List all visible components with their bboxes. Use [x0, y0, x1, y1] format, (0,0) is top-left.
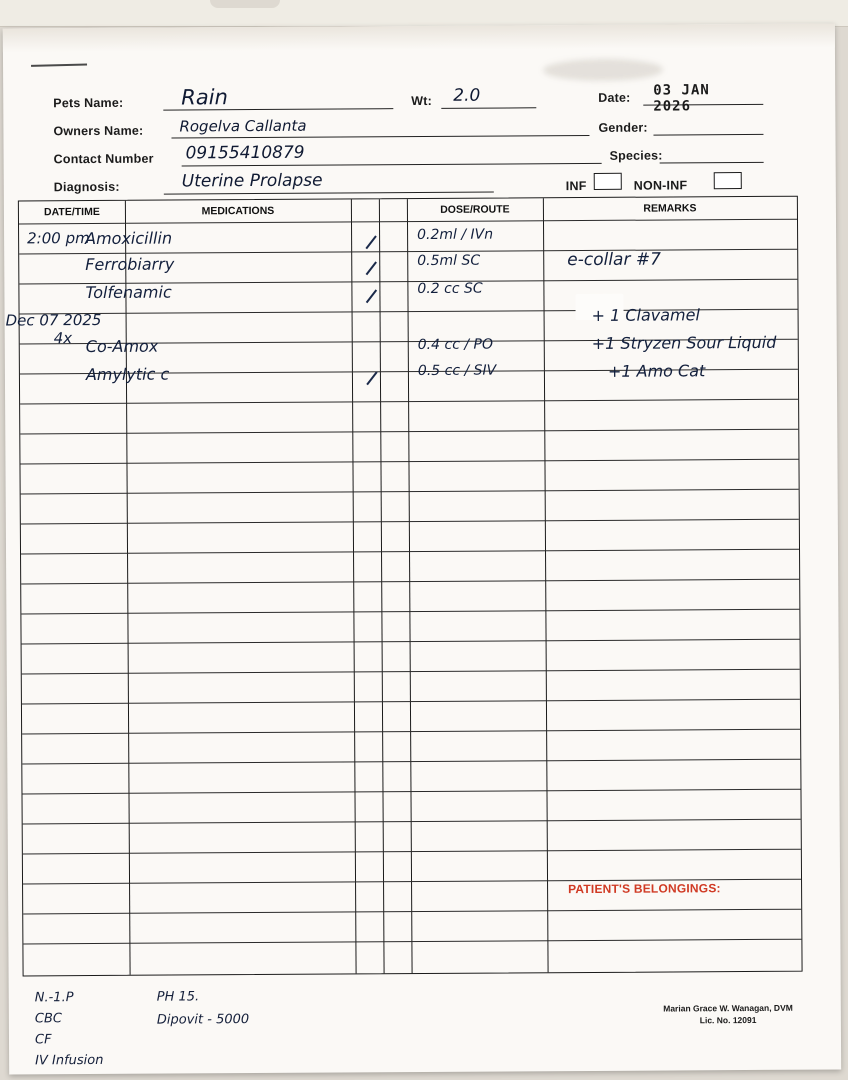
checkbox-non-inf[interactable] — [714, 172, 742, 189]
footer-note: Dipovit - 5000 — [156, 1012, 250, 1028]
tear-mark — [31, 64, 87, 67]
cell-dose-6: 0.5 cc / SIV — [417, 362, 497, 380]
footer-note: N.-1.P — [34, 990, 74, 1006]
cell-check-6 — [366, 371, 377, 385]
cell-dose-1: 0.2ml / IVn — [417, 226, 494, 244]
label-owners-name: Owners Name: — [53, 123, 144, 139]
col-header-datetime: DATE/TIME — [43, 205, 100, 219]
cell-remarks-5: +1 Stryzen Sour Liquid — [591, 332, 777, 353]
treatment-table — [5, 196, 803, 977]
checkbox-inf[interactable] — [594, 173, 622, 190]
label-date: Date: — [598, 90, 631, 105]
cell-medication-6: Amylytic c — [85, 364, 170, 385]
rule-gender — [653, 134, 763, 136]
col-sep-2 — [351, 199, 357, 973]
label-non-inf: NON-INF — [633, 178, 688, 193]
cell-datetime-4: Dec 07 2025 — [5, 310, 102, 330]
value-weight: 2.0 — [453, 85, 481, 106]
cell-datetime-1: 2:00 pm — [27, 229, 90, 248]
col-sep-1 — [125, 201, 131, 975]
cell-datetime-5: 4x — [53, 329, 73, 348]
cell-medication-5: Co-Amox — [85, 336, 159, 357]
footer-note: CBC — [34, 1011, 62, 1027]
rule-weight — [441, 107, 536, 109]
col-header-remarks: REMARKS — [643, 202, 697, 215]
value-date: 03 JAN 2026 — [653, 82, 710, 115]
col-header-medications: MEDICATIONS — [201, 204, 275, 218]
label-contact-number: Contact Number — [53, 151, 154, 167]
rule-species — [660, 162, 764, 164]
cell-dose-5: 0.4 cc / PO — [417, 336, 494, 354]
footer-left-notes — [35, 990, 104, 1074]
cell-dose-2: 0.5ml SC — [417, 252, 481, 270]
cell-dose-3: 0.2 cc SC — [417, 280, 483, 298]
value-owners-name: Rogelva Callanta — [179, 116, 307, 136]
col-sep-3 — [379, 199, 385, 973]
col-sep-4 — [407, 199, 413, 973]
vet-license: Lic. No. 12091 — [699, 1015, 757, 1026]
label-gender: Gender: — [598, 120, 648, 135]
vet-name: Marian Grace W. Wanagan, DVM — [663, 1002, 793, 1014]
header-fields — [53, 70, 754, 194]
value-contact-number: 09155410879 — [185, 142, 305, 164]
label-weight: Wt: — [411, 93, 433, 109]
patient-belongings-label: PATIENT'S BELONGINGS: — [568, 881, 721, 897]
cell-medication-2: Ferrobiarry — [85, 254, 175, 275]
rule-contact-number — [182, 163, 602, 167]
cell-remarks-6: +1 Amo Cat — [607, 361, 706, 381]
footer-middle-notes — [157, 989, 250, 1036]
label-species: Species: — [609, 148, 663, 163]
cell-remarks-2: e-collar #7 — [567, 249, 661, 271]
footer-note: CF — [34, 1032, 52, 1048]
col-header-dose-route: DOSE/ROUTE — [440, 203, 510, 216]
cell-remarks-4: + 1 Clavamel — [591, 305, 700, 325]
label-inf: INF — [565, 178, 587, 194]
col-sep-5 — [543, 198, 549, 972]
rule-diagnosis — [164, 192, 494, 195]
paper-sheet — [3, 23, 841, 1074]
value-diagnosis: Uterine Prolapse — [181, 170, 323, 192]
footer-note: PH 15. — [156, 989, 200, 1005]
cell-check-1 — [365, 235, 376, 249]
label-pets-name: Pets Name: — [53, 95, 124, 111]
cell-check-3 — [366, 289, 377, 303]
rule-owners-name — [171, 135, 589, 139]
label-diagnosis: Diagnosis: — [53, 179, 120, 195]
veterinarian-signature-block — [663, 1002, 793, 1027]
value-pets-name: Rain — [181, 85, 228, 110]
cell-medication-1: Amoxicillin — [85, 228, 173, 249]
footer-note: IV Infusion — [35, 1052, 104, 1069]
paper-top-edge — [0, 0, 848, 27]
cell-check-2 — [366, 261, 377, 275]
cell-medication-3: Tolfenamic — [85, 282, 172, 303]
